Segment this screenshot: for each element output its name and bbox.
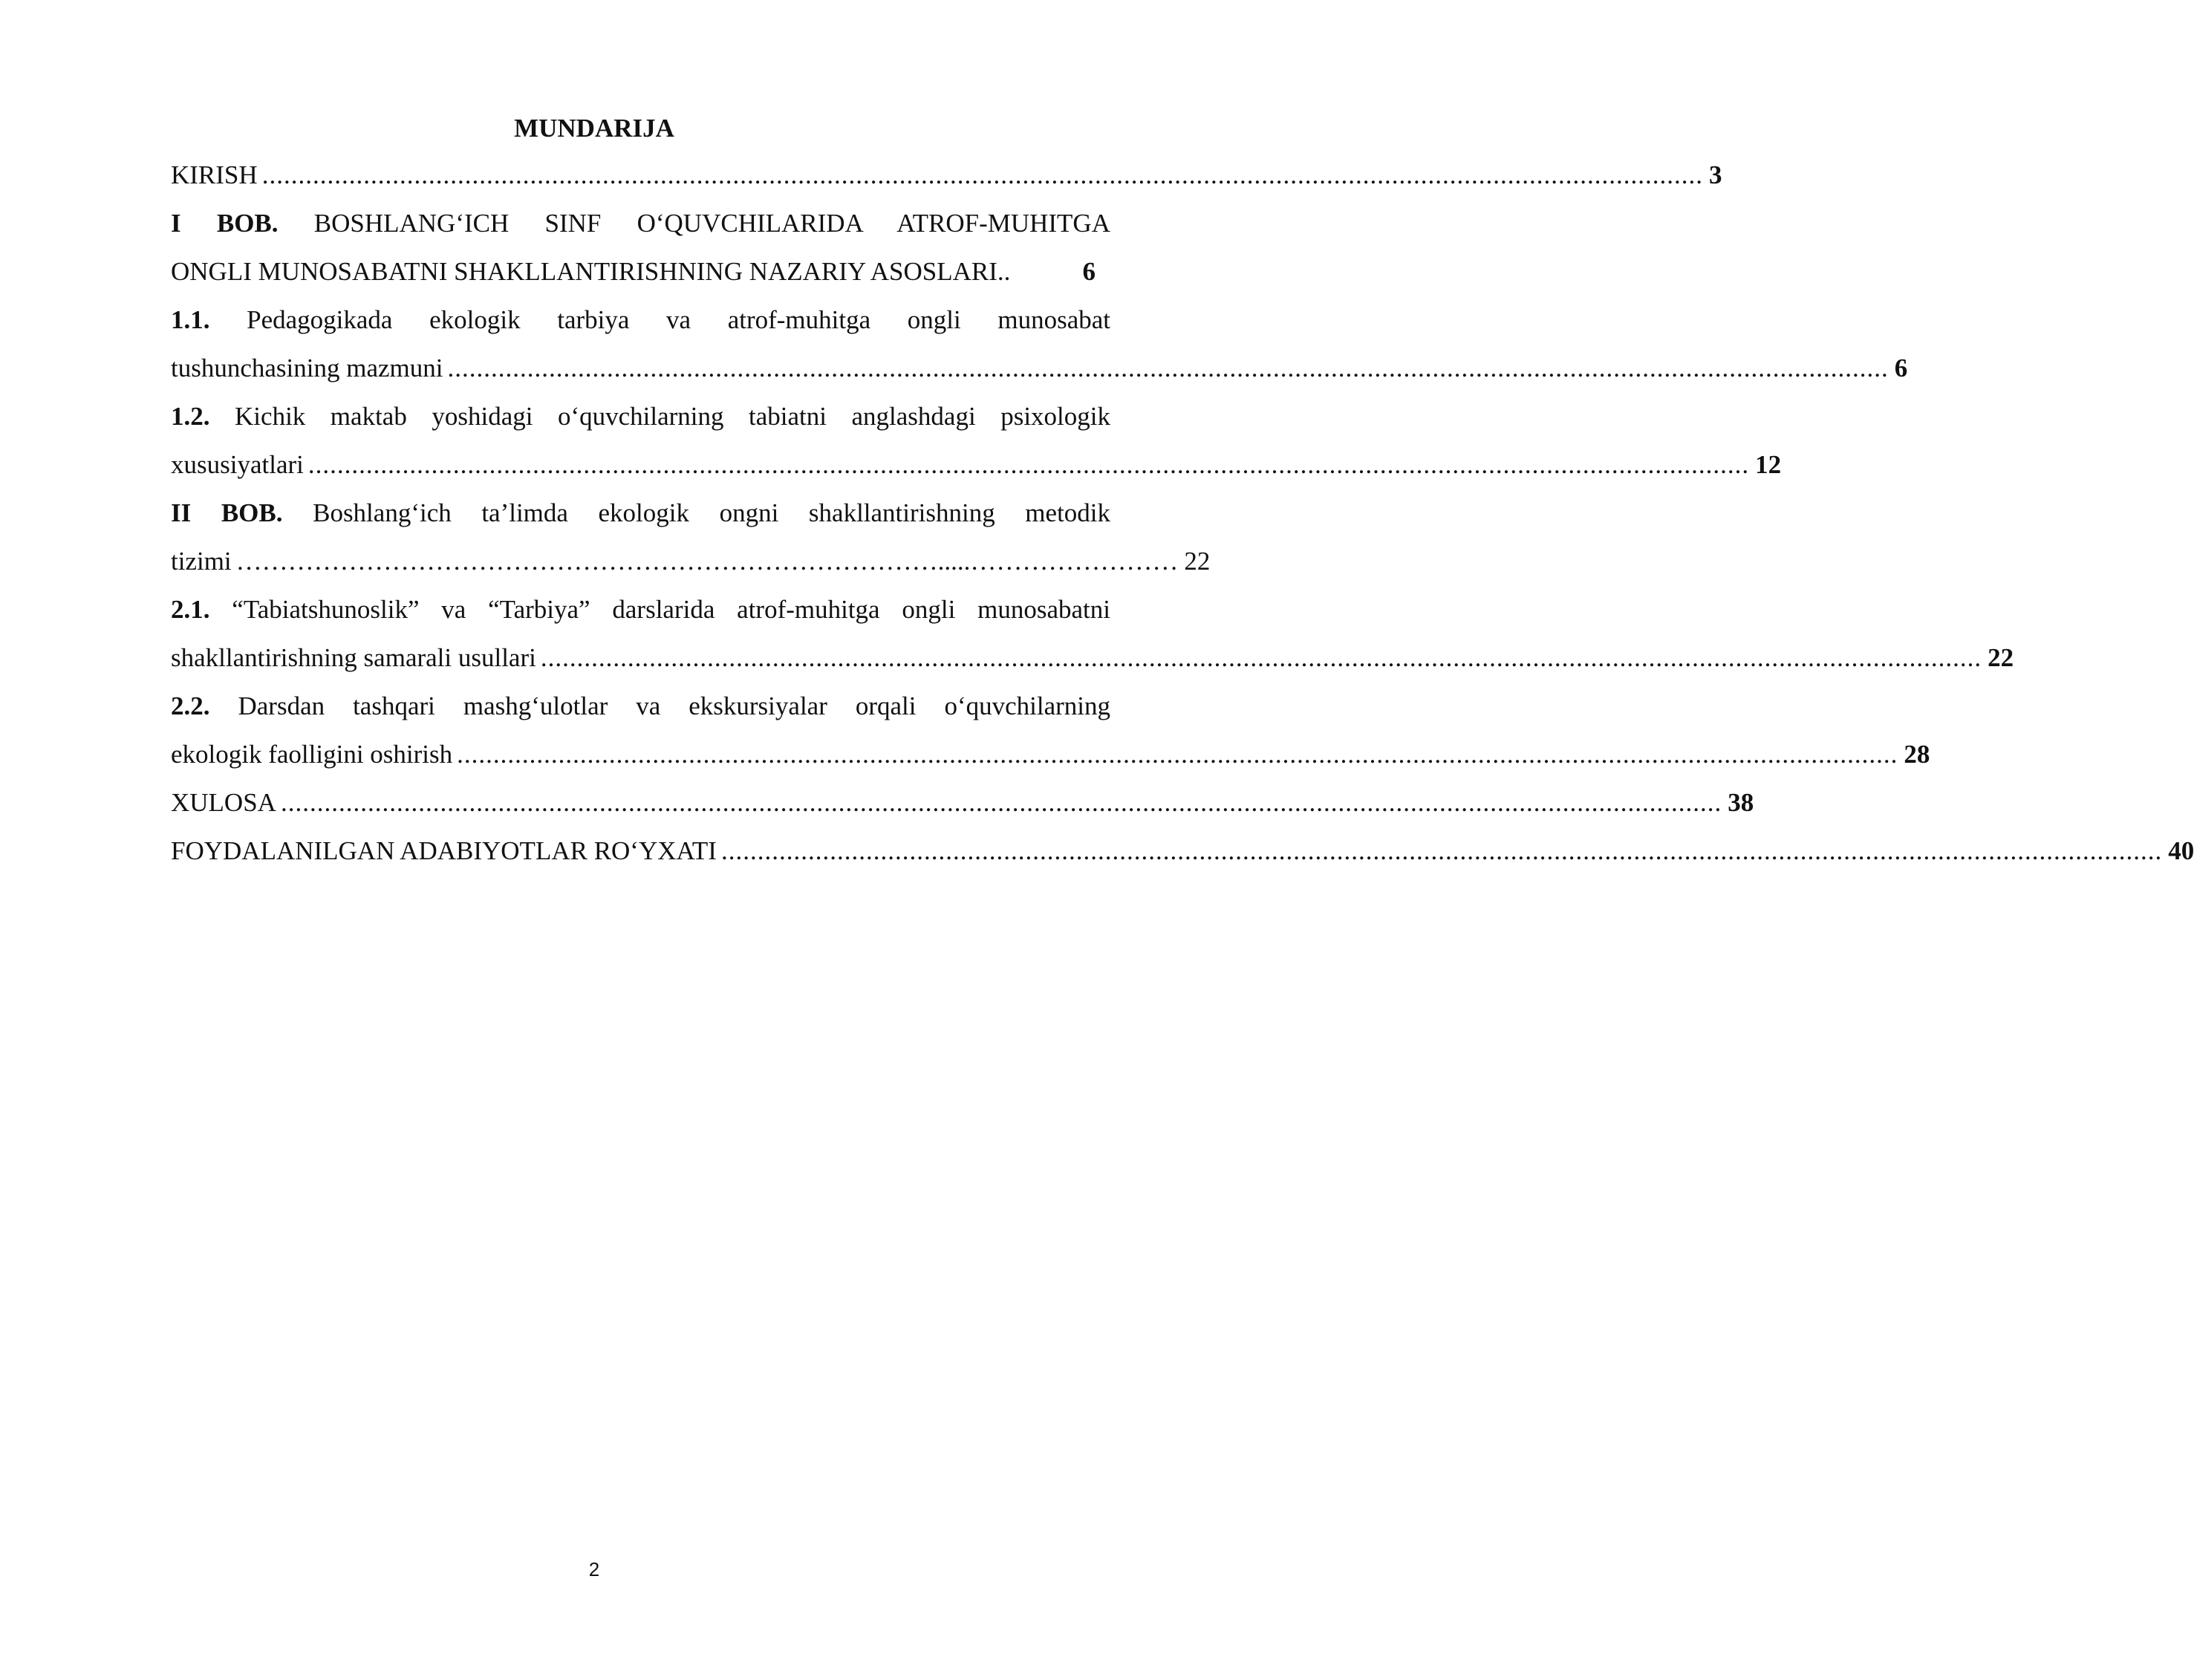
toc-entry-2-1-line1[interactable] <box>171 585 1110 634</box>
entry-text: tizimi <box>171 547 232 576</box>
entry-page: 12 <box>1755 450 1782 479</box>
toc-entry-adabiyot[interactable] <box>171 827 2194 875</box>
leader-dots: ....................................................................................................................................................................................................... <box>261 160 1703 189</box>
entry-page: 40 <box>2168 836 2194 865</box>
toc-entry-1-2-line1[interactable] <box>171 392 1110 440</box>
entry-page: 38 <box>1728 788 1754 817</box>
toc-entry-bob1-line1[interactable] <box>171 199 1110 247</box>
entry-number: 2.1. <box>171 595 210 624</box>
entry-page: 28 <box>1904 740 1930 769</box>
entry-text: Boshlang‘ich ta’limda ekologik ongni shakllantirishning metodik <box>313 498 1111 527</box>
entry-text: “Tabiatshunoslik” va “Tarbiya” darslarida atrof-muhitga ongli munosabatni <box>232 595 1110 624</box>
entry-text: ONGLI MUNOSABATNI SHAKLLANTIRISHNING NAZARIY ASOSLARI.. <box>171 257 1011 286</box>
toc-entry-2-2-line2[interactable] <box>171 730 1930 778</box>
entry-text: tushunchasining mazmuni <box>171 354 443 382</box>
entry-number: 1.2. <box>171 402 210 431</box>
toc-entry-bob1-line2[interactable] <box>171 247 1096 296</box>
leader-dots: ....................................................................................................................................................................................................... <box>447 354 1889 382</box>
entry-text: Pedagogikada ekologik tarbiya va atrof-muhitga ongli munosabat <box>247 305 1110 334</box>
entry-number: 2.2. <box>171 691 210 720</box>
toc-entry-2-2-line1[interactable] <box>171 682 1110 730</box>
leader-dots: ....................................................................................................................................................................................................... <box>540 643 1982 672</box>
entry-text: xususiyatlari <box>171 450 304 479</box>
entry-number: II BOB. <box>171 498 283 527</box>
toc-entry-bob2-line2[interactable] <box>171 537 1211 585</box>
leader-dots: ....................................................................................................................................................................................................... <box>457 740 1898 769</box>
table-of-contents <box>171 151 2194 875</box>
entry-number: I BOB. <box>171 209 279 238</box>
toc-entry-bob2-line1[interactable] <box>171 489 1110 537</box>
leader-dots: ....................................................................................................................................................................................................... <box>720 836 2163 865</box>
entry-text: Darsdan tashqari mashg‘ulotlar va ekskursiyalar orqali o‘quvchilarning <box>238 691 1111 720</box>
entry-text: BOSHLANG‘ICH SINF O‘QUVCHILARIDA ATROF-MUHITGA <box>313 209 1110 238</box>
entry-text: XULOSA <box>171 788 276 817</box>
entry-page: 6 <box>1894 354 1908 382</box>
toc-entry-1-1-line1[interactable] <box>171 296 1110 344</box>
toc-entry-1-2-line2[interactable] <box>171 440 1782 489</box>
entry-page: 22 <box>1988 643 2014 672</box>
toc-title: MUNDARIJA <box>514 114 674 143</box>
page-number: 2 <box>588 1558 600 1580</box>
leader-dots: ……………………………………………………………………….....…………………… <box>235 547 1179 576</box>
toc-entry-xulosa[interactable] <box>171 778 1754 827</box>
entry-page: 3 <box>1708 160 1722 189</box>
leader-dots: ....................................................................................................................................................................................................... <box>307 450 1750 479</box>
entry-text: ekologik faolligini oshirish <box>171 740 453 769</box>
toc-entry-1-1-line2[interactable] <box>171 344 1908 392</box>
toc-entry-2-1-line2[interactable] <box>171 634 2014 682</box>
entry-text: shakllantirishning samarali usullari <box>171 643 536 672</box>
entry-number: 1.1. <box>171 305 210 334</box>
entry-page: 22 <box>1184 547 1211 576</box>
entry-text: KIRISH <box>171 160 258 189</box>
toc-entry-kirish[interactable] <box>171 151 1722 199</box>
entry-text: FOYDALANILGAN ADABIYOTLAR RO‘YXATI <box>171 836 717 865</box>
entry-text: Kichik maktab yoshidagi o‘quvchilarning tabiatni anglashdagi psixologik <box>235 402 1111 431</box>
leader-dots: ....................................................................................................................................................................................................... <box>280 788 1722 817</box>
entry-page: 6 <box>1082 257 1096 286</box>
